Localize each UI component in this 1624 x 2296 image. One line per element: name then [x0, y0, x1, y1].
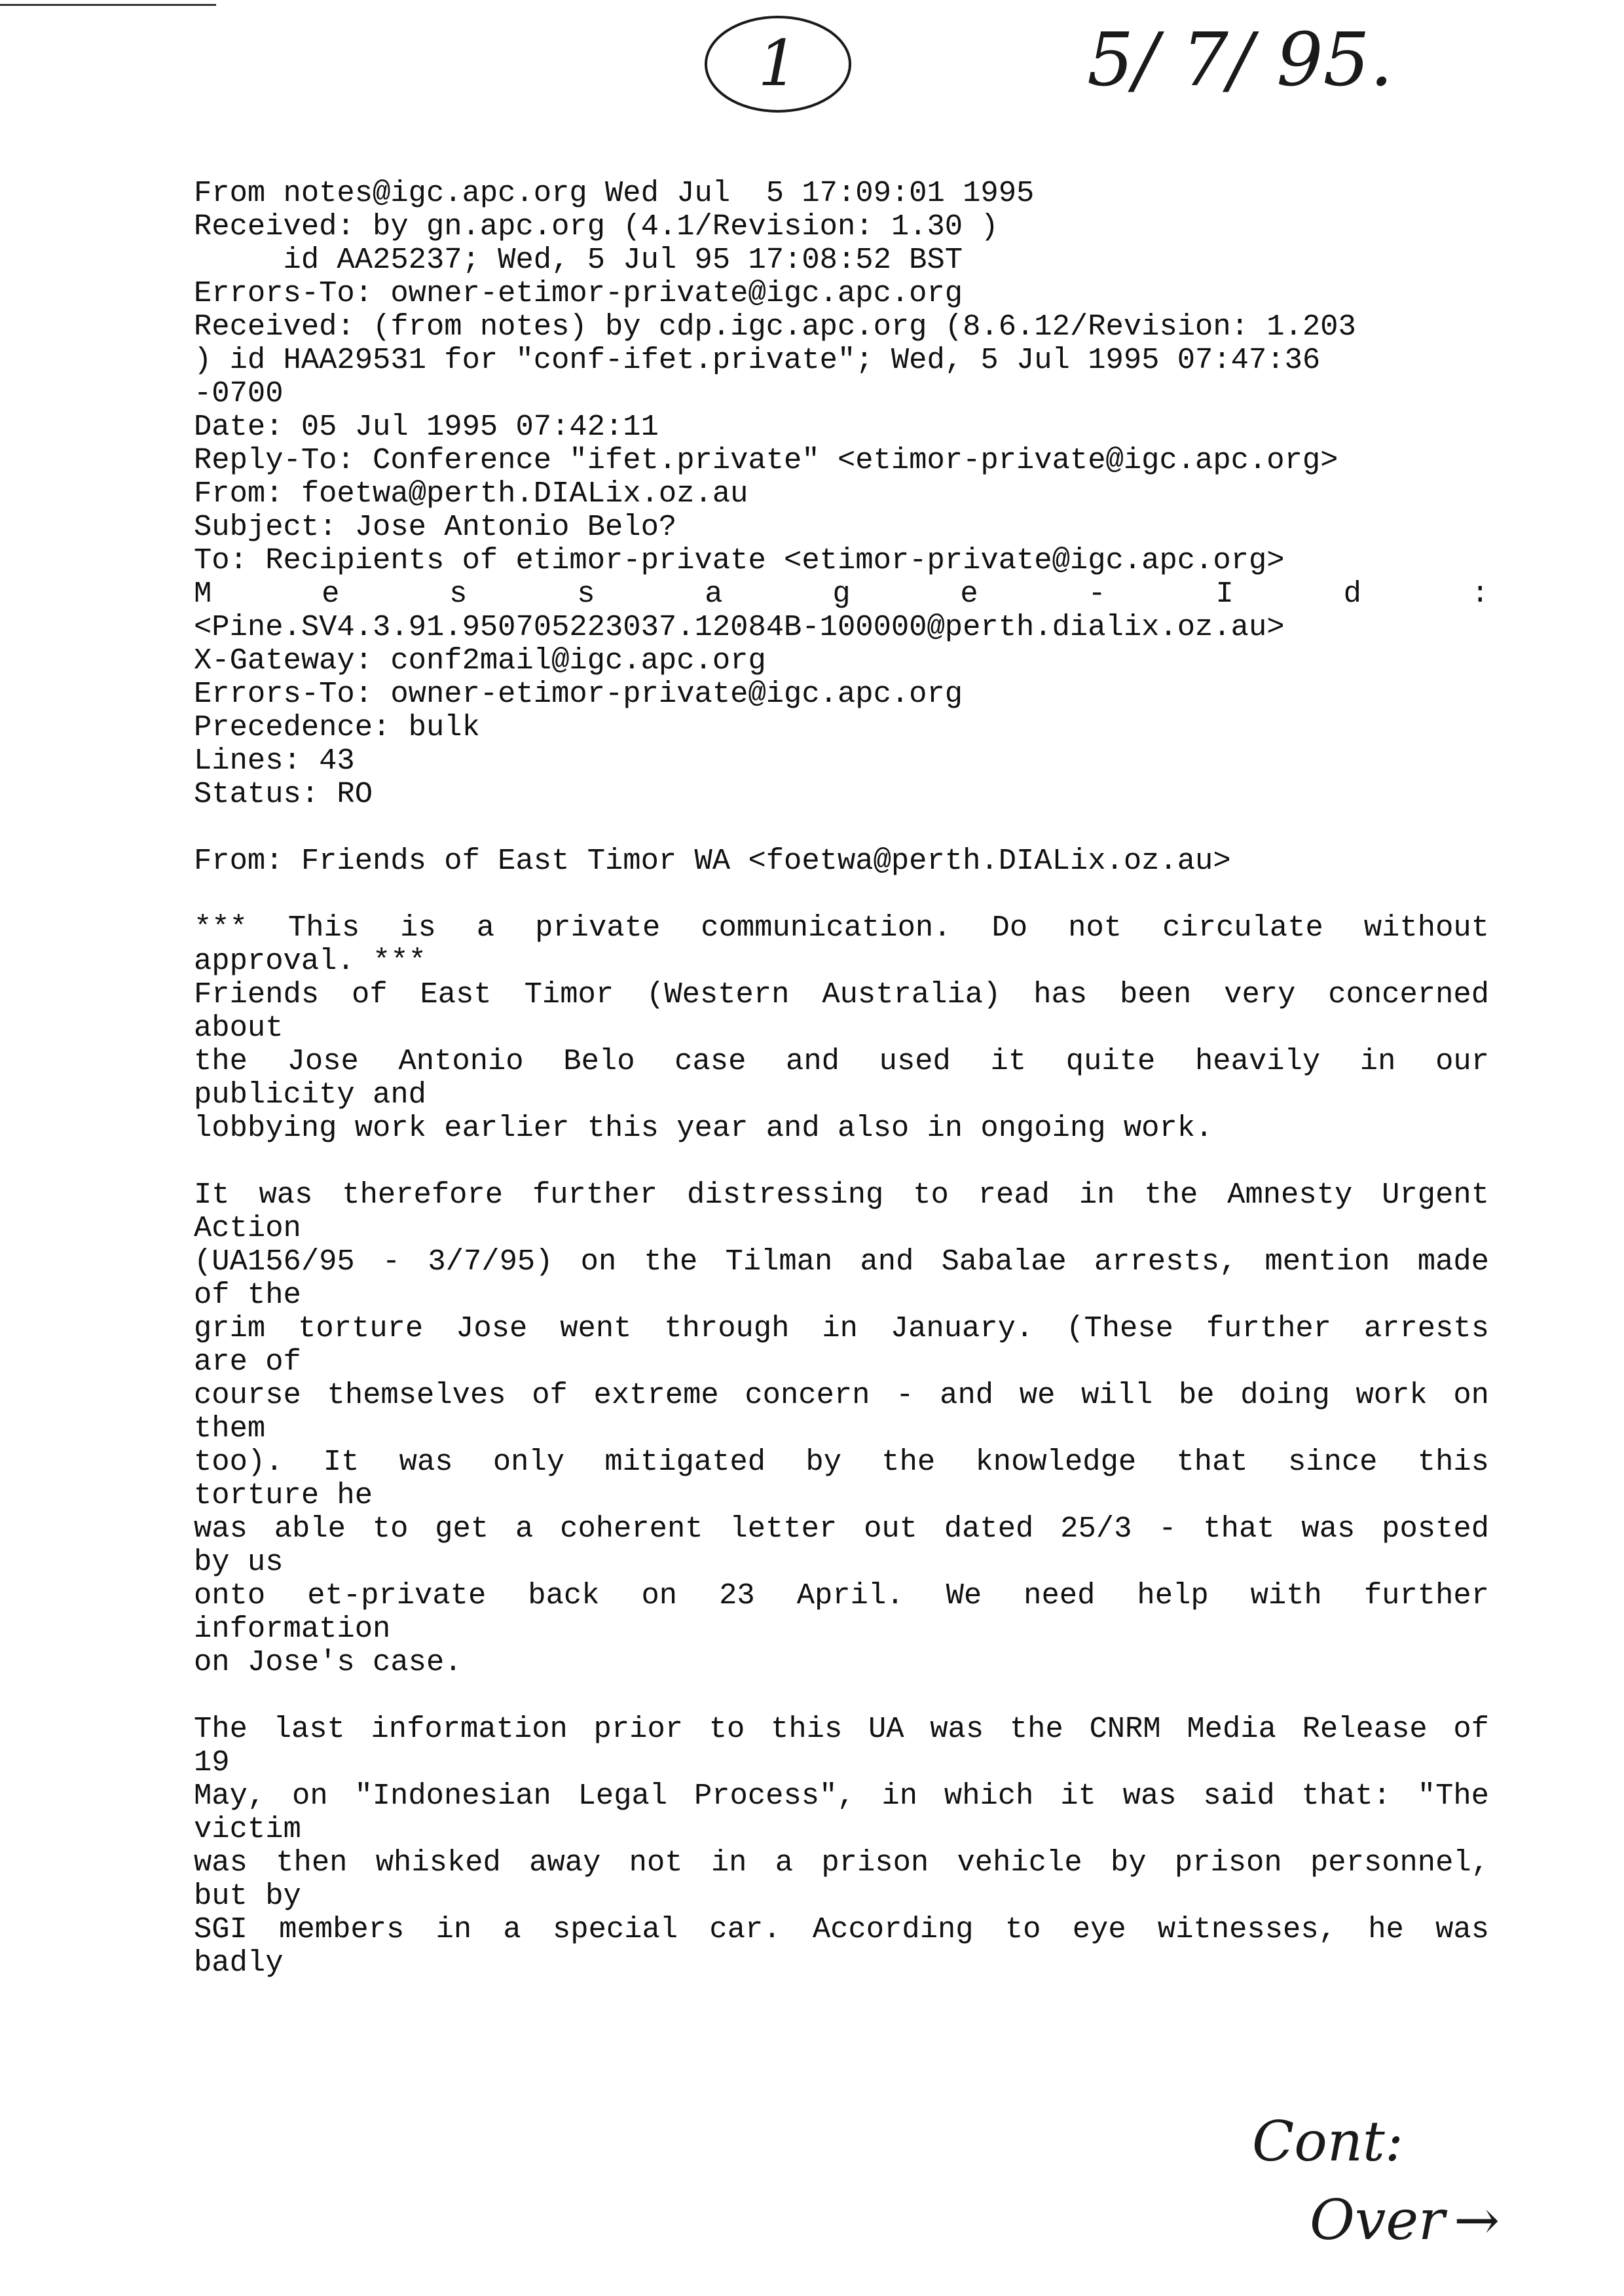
body-line: *** This is a private communication. Do not circulate without: [194, 911, 1489, 945]
body-line: Friends of East Timor (Western Australia) has been very concerned: [194, 977, 1489, 1011]
body-line: (UA156/95 - 3/7/95) on the Tilman and Sabalae arrests, mention made: [194, 1245, 1489, 1279]
body-line: [194, 1145, 1489, 1178]
scan-edge-line: [0, 4, 216, 6]
blank-line: [194, 811, 1489, 845]
body-line: by us: [194, 1545, 284, 1579]
body-line: lobbying work earlier this year and also in ongoing work.: [194, 1111, 1213, 1145]
handwritten-date: 5/ 7/ 95.: [1087, 18, 1393, 103]
body-line: torture he: [194, 1478, 373, 1512]
header-line: Lines: 43: [194, 744, 355, 778]
body-line: too). It was only mitigated by the knowledge that since this: [194, 1445, 1489, 1479]
handwritten-over-note: Over: [1310, 2188, 1445, 2252]
body-line: was able to get a coherent letter out dated 25/3 - that was posted: [194, 1512, 1489, 1546]
header-line: Received: (from notes) by cdp.igc.apc.org (8.6.12/Revision: 1.203: [194, 310, 1356, 344]
email-headers: [194, 177, 1489, 577]
body-from-line: From: Friends of East Timor WA <foetwa@perth.DIALix.oz.au>: [194, 844, 1231, 878]
body-line: May, on "Indonesian Legal Process", in which it was said that: "The: [194, 1779, 1489, 1813]
circle-mark: [706, 17, 850, 111]
body-line: grim torture Jose went through in January. (These further arrests: [194, 1311, 1489, 1345]
body-line: information: [194, 1612, 391, 1646]
body-line: Action: [194, 1211, 301, 1245]
body-line: but by: [194, 1879, 301, 1913]
header-line: Date: 05 Jul 1995 07:42:11: [194, 410, 659, 444]
header-line: Errors-To: owner-etimor-private@igc.apc.org: [194, 677, 963, 711]
body-line: It was therefore further distressing to read in the Amnesty Urgent: [194, 1178, 1489, 1212]
body-line: The last information prior to this UA was the CNRM Media Release of: [194, 1712, 1489, 1746]
body-line: 19: [194, 1745, 230, 1779]
email-body: [194, 911, 1489, 1980]
header-line: From notes@igc.apc.org Wed Jul 5 17:09:01 1995: [194, 176, 1035, 210]
header-line: Precedence: bulk: [194, 710, 480, 744]
body-line: on Jose's case.: [194, 1645, 462, 1679]
header-line: Status: RO: [194, 777, 373, 811]
body-line: victim: [194, 1812, 301, 1846]
body-line: [194, 1679, 1489, 1713]
body-line: publicity and: [194, 1078, 426, 1112]
body-line: about: [194, 1011, 284, 1045]
body-line: are of: [194, 1345, 301, 1379]
header-line: <Pine.SV4.3.91.950705223037.12084B-100000@perth.dialix.oz.au>: [194, 610, 1285, 644]
body-line: approval. ***: [194, 944, 426, 978]
header-line: To: Recipients of etimor-private <etimor-private@igc.apc.org>: [194, 543, 1285, 577]
email-printout: [194, 177, 1489, 1980]
header-line: id AA25237; Wed, 5 Jul 95 17:08:52 BST: [194, 243, 963, 277]
handwritten-arrow-icon: →: [1454, 2188, 1500, 2252]
body-line: course themselves of extreme concern - and we will be doing work on: [194, 1378, 1489, 1412]
body-line: the Jose Antonio Belo case and used it quite heavily in our: [194, 1044, 1489, 1078]
header-line: ) id HAA29531 for "conf-ifet.private"; Wed, 5 Jul 1995 07:47:36: [194, 343, 1321, 377]
message-id-label: M e s s a g e - I d :: [194, 577, 1489, 611]
header-line: X-Gateway: conf2mail@igc.apc.org: [194, 644, 766, 678]
body-line: onto et-private back on 23 April. We need help with further: [194, 1578, 1489, 1613]
handwritten-continued-note: Cont:: [1252, 2109, 1403, 2174]
header-line: Subject: Jose Antonio Belo?: [194, 510, 677, 544]
header-line: From: foetwa@perth.DIALix.oz.au: [194, 477, 748, 511]
circled-page-number: 1: [758, 27, 798, 100]
email-headers-continued: [194, 611, 1489, 811]
body-line: badly: [194, 1946, 284, 1980]
blank-line: [194, 878, 1489, 911]
body-line: them: [194, 1412, 266, 1446]
header-line: Reply-To: Conference "ifet.private" <etimor-private@igc.apc.org>: [194, 443, 1338, 477]
body-line: was then whisked away not in a prison vehicle by prison personnel,: [194, 1846, 1489, 1880]
body-line: of the: [194, 1278, 301, 1312]
header-line: Errors-To: owner-etimor-private@igc.apc.org: [194, 276, 963, 310]
header-line: Received: by gn.apc.org (4.1/Revision: 1.30 ): [194, 210, 999, 244]
body-line: SGI members in a special car. According to eye witnesses, he was: [194, 1912, 1489, 1946]
header-line: -0700: [194, 376, 284, 410]
